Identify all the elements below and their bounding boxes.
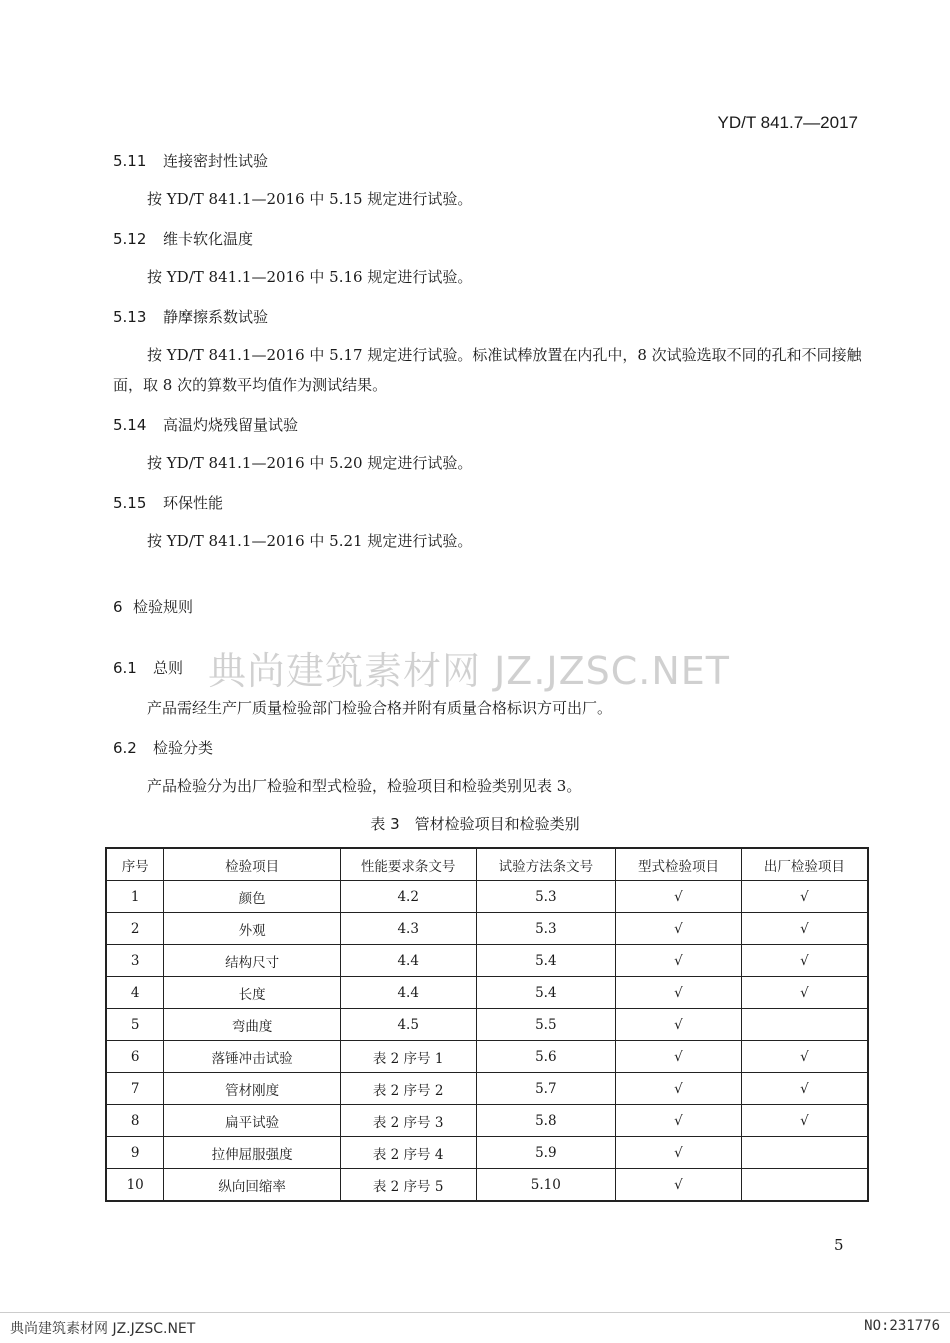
table-caption: 表 3 管材检验项目和检验类别 xyxy=(370,815,580,833)
table-cell: 5.7 xyxy=(476,1073,616,1105)
table-cell: 表 2 序号 5 xyxy=(340,1169,476,1202)
chapter-heading xyxy=(113,596,193,617)
table-cell: 4 xyxy=(106,977,164,1009)
table-cell: √ xyxy=(616,1041,742,1073)
header-cell: 型式检验项目 xyxy=(616,848,742,881)
table-cell: 6 xyxy=(106,1041,164,1073)
table-cell: 5.3 xyxy=(476,881,616,913)
table-cell: √ xyxy=(616,945,742,977)
header-cell: 试验方法条文号 xyxy=(476,848,616,881)
table-cell: 表 2 序号 3 xyxy=(340,1105,476,1137)
footer-doc-number: NO:231776 xyxy=(864,1318,940,1334)
table-cell: √ xyxy=(741,945,868,977)
table-cell: √ xyxy=(741,913,868,945)
table-cell: √ xyxy=(616,977,742,1009)
table-row xyxy=(106,1105,868,1137)
table-cell: 弯曲度 xyxy=(164,1009,340,1041)
inspection-table xyxy=(105,847,869,1202)
table-row xyxy=(106,1137,868,1169)
table-cell: √ xyxy=(616,1105,742,1137)
table-cell xyxy=(741,1169,868,1202)
chapter-title: 检验规则 xyxy=(133,598,194,616)
table-cell: √ xyxy=(616,913,742,945)
section-paragraph: 按 YD/T 841.1—2016 中 5.21 规定进行试验。 xyxy=(147,532,473,550)
section-heading xyxy=(113,492,223,513)
section-heading xyxy=(113,657,183,678)
table-cell: 9 xyxy=(106,1137,164,1169)
table-cell xyxy=(741,1009,868,1041)
table-cell: 4.4 xyxy=(340,945,476,977)
section-paragraph: 产品检验分为出厂检验和型式检验，检验项目和检验类别见表 3。 xyxy=(147,777,582,795)
table-cell: 5.9 xyxy=(476,1137,616,1169)
table-cell: √ xyxy=(741,977,868,1009)
section-paragraph: 产品需经生产厂质量检验部门检验合格并附有质量合格标识方可出厂。 xyxy=(147,699,613,717)
section-paragraph: 按 YD/T 841.1—2016 中 5.15 规定进行试验。 xyxy=(147,190,473,208)
table-cell: 5.8 xyxy=(476,1105,616,1137)
section-title: 总则 xyxy=(153,659,184,677)
table-row xyxy=(106,1041,868,1073)
table-cell: 8 xyxy=(106,1105,164,1137)
section-number: 5.12 xyxy=(113,230,147,248)
section-heading xyxy=(113,306,268,327)
section-title: 环保性能 xyxy=(163,494,224,512)
table-cell: √ xyxy=(741,1041,868,1073)
section-number: 5.14 xyxy=(113,416,147,434)
table-cell: 4.4 xyxy=(340,977,476,1009)
table-cell: 管材刚度 xyxy=(164,1073,340,1105)
table-row xyxy=(106,977,868,1009)
section-number: 5.15 xyxy=(113,494,147,512)
table-cell: 4.5 xyxy=(340,1009,476,1041)
table-cell: 2 xyxy=(106,913,164,945)
table-cell: 表 2 序号 2 xyxy=(340,1073,476,1105)
table-cell: 5.4 xyxy=(476,945,616,977)
section-number: 6.2 xyxy=(113,739,137,757)
section-number: 5.13 xyxy=(113,308,147,326)
table-row xyxy=(106,1073,868,1105)
section-number: 5.11 xyxy=(113,152,147,170)
table-cell: 5.6 xyxy=(476,1041,616,1073)
table-cell: 落锤冲击试验 xyxy=(164,1041,340,1073)
table-cell: 5.10 xyxy=(476,1169,616,1202)
table-cell: 颜色 xyxy=(164,881,340,913)
table-cell: √ xyxy=(616,881,742,913)
table-cell: 1 xyxy=(106,881,164,913)
table-cell: 纵向回缩率 xyxy=(164,1169,340,1202)
table-cell: 结构尺寸 xyxy=(164,945,340,977)
watermark-text: 典尚建筑素材网 JZ.JZSC.NET xyxy=(208,649,731,693)
section-title: 检验分类 xyxy=(153,739,214,757)
standard-number: YD/T 841.7—2017 xyxy=(717,113,858,132)
footer-site-name: 典尚建筑素材网 JZ.JZSC.NET xyxy=(10,1321,196,1337)
table-cell: √ xyxy=(616,1009,742,1041)
table-cell: √ xyxy=(616,1169,742,1202)
table-cell: 5 xyxy=(106,1009,164,1041)
section-paragraph: 按 YD/T 841.1—2016 中 5.16 规定进行试验。 xyxy=(147,268,473,286)
table-header-row xyxy=(106,848,868,881)
table-cell: 5.5 xyxy=(476,1009,616,1041)
header-cell: 性能要求条文号 xyxy=(340,848,476,881)
header-cell: 序号 xyxy=(106,848,164,881)
section-paragraph: 按 YD/T 841.1—2016 中 5.17 规定进行试验。标准试棒放置在内孔中，8 次试验选取不同的孔和不同接触面，取 8 次的算数平均值作为测试结果。 xyxy=(113,346,862,394)
table-cell: 5.3 xyxy=(476,913,616,945)
table-cell: 扁平试验 xyxy=(164,1105,340,1137)
section-heading xyxy=(113,414,298,435)
table-cell: 7 xyxy=(106,1073,164,1105)
table-cell: 4.2 xyxy=(340,881,476,913)
table-cell: 10 xyxy=(106,1169,164,1202)
section-title: 连接密封性试验 xyxy=(163,152,269,170)
table-row xyxy=(106,1169,868,1202)
table-cell: √ xyxy=(741,1073,868,1105)
section-heading xyxy=(113,150,268,171)
table-row xyxy=(106,913,868,945)
table-cell: √ xyxy=(616,1073,742,1105)
table-cell: 表 2 序号 1 xyxy=(340,1041,476,1073)
section-paragraph: 按 YD/T 841.1—2016 中 5.20 规定进行试验。 xyxy=(147,454,473,472)
page-number: 5 xyxy=(834,1236,844,1254)
header-cell: 出厂检验项目 xyxy=(741,848,868,881)
table-cell: 外观 xyxy=(164,913,340,945)
section-title: 维卡软化温度 xyxy=(163,230,254,248)
section-heading xyxy=(113,737,213,758)
table-row xyxy=(106,881,868,913)
table-cell: 长度 xyxy=(164,977,340,1009)
table-cell: 3 xyxy=(106,945,164,977)
chapter-number: 6 xyxy=(113,598,123,616)
table-cell: √ xyxy=(741,1105,868,1137)
footer-divider xyxy=(0,1312,950,1313)
table-row xyxy=(106,1009,868,1041)
table-cell: 表 2 序号 4 xyxy=(340,1137,476,1169)
table-cell xyxy=(741,1137,868,1169)
section-title: 高温灼烧残留量试验 xyxy=(163,416,299,434)
table-row xyxy=(106,945,868,977)
table-cell: 拉伸屈服强度 xyxy=(164,1137,340,1169)
table-cell: 4.3 xyxy=(340,913,476,945)
table-cell: √ xyxy=(616,1137,742,1169)
section-title: 静摩擦系数试验 xyxy=(163,308,269,326)
section-heading xyxy=(113,228,253,249)
table-cell: √ xyxy=(741,881,868,913)
header-cell: 检验项目 xyxy=(164,848,340,881)
section-number: 6.1 xyxy=(113,659,137,677)
table-cell: 5.4 xyxy=(476,977,616,1009)
